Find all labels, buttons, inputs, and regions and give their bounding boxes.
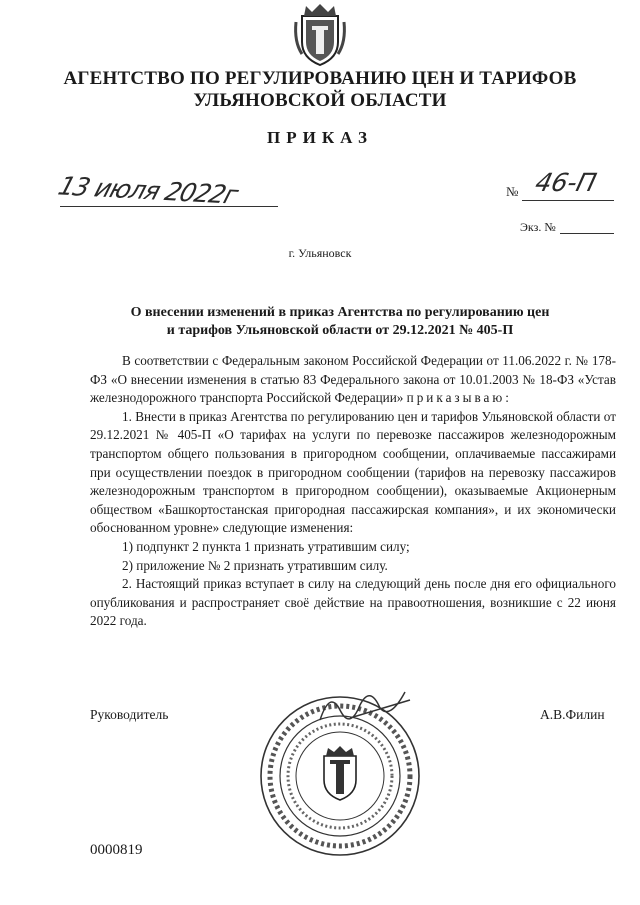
number-label: №: [506, 184, 519, 199]
document-body: [90, 352, 616, 631]
coat-of-arms-icon: [292, 2, 348, 68]
signatory-role: Руководитель: [90, 707, 169, 722]
paragraph-item-1: 1. Внести в приказ Агентства по регулированию цен и тарифов Ульяновской области от 29.12.2021 № 405-П «О тарифах на услуги по перевозке пассажиров железнодорожным транспортом общего пользования в пригородном сообщении, оплачиваемые пассажирами при осуществлении поездок в пригородном сообщении (тарифов на перевозку пассажиров железнодорожным транспортом в пригородном сообщении), оказываемые Акционерным обществом «Башкортостанская пригородная пассажирская компания», и их экономически обоснованном уровне» следующие изменения:: [90, 408, 616, 536]
document-serial-number: 0000819: [90, 842, 143, 858]
copy-number-label: Экз. №: [520, 220, 556, 234]
paragraph-basis: [90, 352, 616, 408]
copy-number-underline: [560, 233, 614, 234]
handwritten-date: 13 июля 2022г: [54, 171, 241, 210]
city-line: г. Ульяновск: [288, 246, 352, 260]
document-type-title: ПРИКАЗ: [267, 128, 373, 147]
order-word: приказываю:: [406, 390, 512, 406]
number-underline: [522, 200, 614, 201]
subject-line-1: О внесении изменений в приказ Агентства по регулированию цен: [130, 305, 550, 320]
date-underline: [60, 206, 278, 207]
paragraph-subitem-2: 2) приложение № 2 признать утратившим силу.: [122, 557, 388, 573]
handwritten-signature-icon: [310, 680, 420, 730]
subject-line-2: и тарифов Ульяновской области от 29.12.2021 № 405-П: [166, 323, 514, 338]
subject-heading: [90, 304, 590, 340]
signatory-name: А.В.Филин: [540, 707, 605, 722]
paragraph-subitem-1: 1) подпункт 2 пункта 1 признать утратившим силу;: [122, 538, 410, 554]
agency-name-line2: УЛЬЯНОВСКОЙ ОБЛАСТИ: [193, 90, 447, 111]
basis-text: В соответствии с Федеральным законом Российской Федерации от 11.06.2022 г. № 178-ФЗ «О внесении изменения в статью 83 Федерального закона от 10.01.2003 № 18-ФЗ «Устав железнодорожного транспорта Российской Федерации»: [90, 353, 616, 406]
agency-name-line1: АГЕНТСТВО ПО РЕГУЛИРОВАНИЮ ЦЕН И ТАРИФОВ: [63, 68, 577, 89]
handwritten-number: 46-П: [532, 168, 600, 197]
paragraph-item-2: 2. Настоящий приказ вступает в силу на следующий день после дня его официального опубликования и распространяет своё действие на правоотношения, возникшие с 22 июня 2022 года.: [90, 576, 616, 629]
